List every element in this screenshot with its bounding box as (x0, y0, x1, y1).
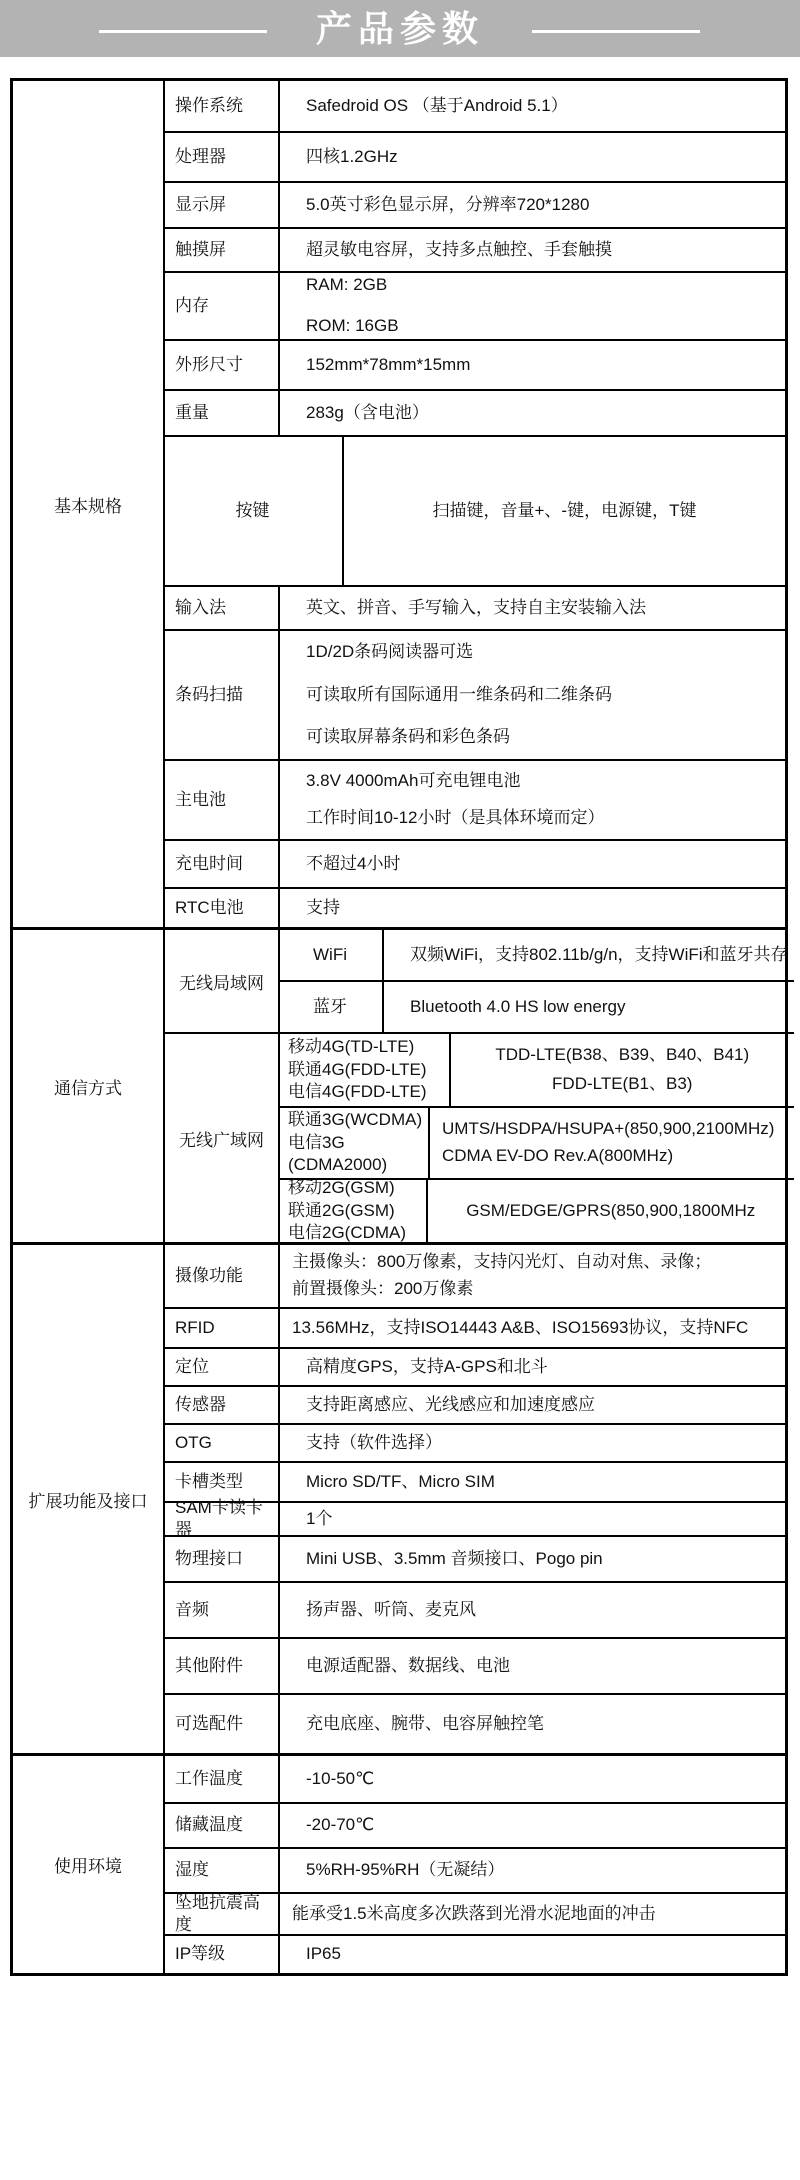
spec-subrow (280, 1178, 794, 1242)
spec-value-line: 能承受1.5米高度多次跌落到光滑水泥地面的冲击 (292, 1903, 656, 1923)
spec-value-line: 充电底座、腕带、电容屏触控笔 (306, 1713, 544, 1733)
spec-row (165, 1847, 785, 1892)
spec-label: 重量 (175, 402, 209, 422)
group-label: 无线广域网 (179, 1130, 264, 1150)
spec-value-line: 前置摄像头：200万像素 (292, 1279, 474, 1298)
spec-value-line: 电源适配器、数据线、电池 (306, 1655, 510, 1675)
spec-label: 外形尺寸 (175, 354, 243, 374)
spec-value (382, 930, 794, 980)
spec-row (165, 1892, 785, 1934)
spec-value (278, 183, 785, 227)
spec-subrow (280, 1034, 794, 1106)
spec-row (165, 181, 785, 227)
spec-value (278, 391, 785, 435)
spec-label: 摄像功能 (175, 1265, 243, 1285)
section-rows (163, 930, 794, 1242)
spec-value (278, 1849, 785, 1892)
spec-value (426, 1180, 794, 1242)
spec-value-line: ROM: 16GB (306, 316, 399, 335)
spec-sublabel-line: 移动2G(GSM) (288, 1178, 395, 1198)
spec-row (165, 585, 785, 629)
spec-value-line: 支持 (306, 897, 340, 917)
spec-value-line: CDMA EV-DO Rev.A(800MHz) (442, 1146, 674, 1165)
spec-label: 储藏温度 (175, 1815, 243, 1835)
spec-row (165, 1307, 785, 1347)
spec-label: 坠地抗震高度 (175, 1892, 260, 1934)
section-label: 通信方式 (54, 1078, 122, 1098)
section-label: 使用环境 (54, 1857, 122, 1876)
spec-value-line: 283g（含电池） (306, 402, 429, 422)
spec-value-line: 工作时间10-12小时（是具体环境而定） (306, 808, 605, 827)
spec-value (278, 1537, 785, 1581)
spec-value-line: UMTS/HSDPA/HSUPA+(850,900,2100MHz) (442, 1119, 775, 1139)
spec-subrow (280, 930, 794, 980)
spec-value (278, 1503, 785, 1535)
group-label: 无线局域网 (179, 973, 264, 993)
spec-label: OTG (175, 1432, 212, 1452)
spec-label: 主电池 (175, 789, 226, 809)
spec-value-line: -10-50℃ (306, 1768, 375, 1788)
spec-group-row (165, 930, 794, 1032)
spec-value (278, 1756, 785, 1802)
spec-label: 内存 (175, 295, 209, 315)
spec-row (165, 1347, 785, 1385)
spec-value-line: 5.0英寸彩色显示屏，分辨率720*1280 (306, 194, 590, 214)
spec-subrow (280, 1106, 794, 1178)
spec-row (165, 1693, 785, 1753)
spec-value-line: Safedroid OS （基于Android 5.1） (306, 95, 568, 115)
spec-sublabel-line: WiFi (313, 944, 347, 964)
spec-section (13, 81, 785, 927)
spec-value (278, 133, 785, 181)
spec-value (278, 587, 785, 629)
title-decoration-line-right (532, 30, 700, 33)
spec-sublabel-line: 电信3G (288, 1132, 345, 1152)
spec-value-line: 四核1.2GHz (306, 146, 398, 166)
spec-row (165, 81, 785, 131)
spec-sublabel-line: 联通4G(FDD-LTE) (288, 1059, 427, 1079)
spec-label: 显示屏 (175, 194, 226, 214)
spec-row (165, 759, 785, 839)
spec-row (165, 1497, 785, 1539)
spec-value (278, 841, 785, 887)
spec-section (13, 1753, 785, 1973)
spec-label: SAM卡读卡器 (175, 1497, 263, 1539)
spec-label: RTC电池 (175, 897, 244, 917)
spec-row (165, 1637, 785, 1693)
spec-group-row (165, 1032, 794, 1242)
spec-value (278, 1425, 785, 1461)
spec-label: 输入法 (175, 597, 226, 617)
spec-value (278, 1387, 785, 1423)
spec-label: RFID (175, 1317, 215, 1337)
spec-value-line: TDD-LTE(B38、B39、B40、B41) (495, 1045, 750, 1065)
spec-section (13, 1242, 785, 1753)
spec-row (165, 839, 785, 887)
spec-value-line: Micro SD/TF、Micro SIM (306, 1471, 495, 1491)
spec-value (278, 1309, 785, 1347)
spec-label: 其他附件 (175, 1655, 243, 1675)
page-banner (0, 0, 800, 57)
section-label: 基本规格 (54, 496, 122, 516)
spec-value (449, 1034, 794, 1106)
spec-section (13, 927, 788, 1243)
spec-label: 湿度 (175, 1860, 209, 1880)
spec-value-line: IP65 (306, 1944, 341, 1964)
spec-sublabel-line: 电信2G(CDMA) (288, 1223, 407, 1243)
spec-value (342, 437, 785, 585)
section-rows (163, 1245, 785, 1753)
spec-value-line: 主摄像头：800万像素，支持闪光灯、自动对焦、录像； (292, 1252, 712, 1272)
spec-value (278, 631, 785, 759)
spec-value (278, 1463, 785, 1501)
spec-value-line: 1个 (306, 1508, 333, 1528)
spec-label: 触摸屏 (175, 239, 226, 259)
spec-value-line: 扬声器、听筒、麦克风 (306, 1599, 476, 1619)
spec-value-line: 1D/2D条码阅读器可选 (306, 642, 474, 662)
section-rows (163, 81, 785, 927)
spec-label: 充电时间 (175, 853, 243, 873)
group-subrows (278, 1034, 794, 1242)
spec-value-line: 支持距离感应、光线感应和加速度感应 (306, 1394, 595, 1414)
spec-label: IP等级 (175, 1944, 226, 1964)
spec-value-line: 超灵敏电容屏，支持多点触控、手套触摸 (306, 239, 612, 259)
spec-value-line: 5%RH-95%RH（无凝结） (306, 1860, 505, 1880)
spec-value (278, 889, 785, 927)
spec-value-line: 13.56MHz，支持ISO14443 A&B、ISO15693协议，支持NFC (292, 1317, 749, 1337)
spec-value-line: 152mm*78mm*15mm (306, 354, 471, 374)
spec-row (165, 1934, 785, 1973)
spec-value-line: 可读取所有国际通用一维条码和二维条码 (306, 684, 612, 704)
spec-row (165, 887, 785, 927)
spec-sublabel-line: 电信4G(FDD-LTE) (288, 1082, 427, 1102)
spec-row (165, 131, 785, 181)
spec-value (428, 1108, 794, 1178)
spec-row (165, 629, 785, 759)
spec-row (165, 1461, 785, 1501)
spec-sublabel-line: (CDMA2000) (288, 1155, 388, 1175)
spec-value-line: GSM/EDGE/GPRS(850,900,1800MHz (466, 1200, 756, 1220)
spec-value-line: 支持（软件选择） (306, 1432, 442, 1452)
spec-row (165, 339, 785, 389)
spec-row (165, 227, 785, 271)
spec-sublabel-line: 联通3G(WCDMA) (288, 1110, 423, 1130)
spec-value-line: Mini USB、3.5mm 音频接口、Pogo pin (306, 1548, 603, 1568)
spec-sublabel-line: 联通2G(GSM) (288, 1200, 395, 1220)
spec-label: 卡槽类型 (175, 1471, 243, 1491)
spec-value-line: 高精度GPS，支持A-GPS和北斗 (306, 1356, 548, 1376)
spec-label: 可选配件 (175, 1713, 243, 1733)
spec-row (165, 1245, 785, 1307)
spec-row (165, 1385, 785, 1423)
spec-row (165, 435, 785, 585)
spec-sublabel-line: 移动4G(TD-LTE) (288, 1037, 415, 1057)
spec-value (278, 1245, 785, 1307)
spec-value (278, 1349, 785, 1385)
spec-row (165, 1802, 785, 1847)
spec-label: 定位 (175, 1356, 209, 1376)
spec-label: 音频 (175, 1599, 209, 1619)
spec-value (278, 1695, 785, 1753)
section-label: 扩展功能及接口 (28, 1491, 148, 1511)
spec-label: 条码扫描 (175, 684, 243, 704)
spec-row (165, 1756, 785, 1802)
spec-label: 按键 (235, 500, 270, 520)
spec-value-line: RAM: 2GB (306, 275, 388, 295)
spec-label: 物理接口 (175, 1548, 243, 1568)
spec-value (382, 982, 794, 1032)
spec-row (165, 1423, 785, 1461)
spec-value (278, 1583, 785, 1637)
page-title: 产品参数 (315, 7, 484, 49)
spec-row (165, 1535, 785, 1581)
spec-value (278, 273, 785, 339)
spec-row (165, 271, 785, 339)
spec-table (10, 78, 788, 1976)
spec-label: 操作系统 (175, 95, 243, 115)
title-decoration-line-left (99, 30, 267, 33)
spec-sublabel-line: 蓝牙 (313, 996, 347, 1016)
spec-value (278, 761, 785, 839)
spec-sublabel (280, 1034, 449, 1106)
spec-row (165, 1581, 785, 1637)
spec-value-line: -20-70℃ (306, 1815, 375, 1835)
spec-label: 处理器 (175, 146, 226, 166)
spec-sublabel (280, 1108, 428, 1178)
spec-value-line: FDD-LTE(B1、B3) (552, 1074, 693, 1093)
spec-value (278, 81, 785, 131)
spec-value-line: 3.8V 4000mAh可充电锂电池 (306, 771, 521, 791)
spec-value (278, 1894, 785, 1934)
spec-sublabel (280, 1180, 426, 1242)
section-rows (163, 1756, 785, 1973)
spec-label: 传感器 (175, 1394, 226, 1414)
spec-value (278, 341, 785, 389)
spec-value-line: Bluetooth 4.0 HS low energy (410, 996, 626, 1016)
spec-sublabel (280, 982, 382, 1032)
spec-value-line: 可读取屏幕条码和彩色条码 (306, 727, 510, 747)
spec-value (278, 229, 785, 271)
spec-subrow (280, 980, 794, 1032)
spec-value (278, 1936, 785, 1973)
spec-value (278, 1804, 785, 1847)
spec-sublabel (280, 930, 382, 980)
spec-value-line: 双频WiFi，支持802.11b/g/n，支持WiFi和蓝牙共存 (410, 944, 788, 964)
spec-label: 工作温度 (175, 1768, 243, 1788)
spec-value-line: 扫描键，音量+、-键，电源键，T键 (432, 500, 697, 520)
spec-value-line: 不超过4小时 (306, 853, 401, 873)
group-subrows (278, 930, 794, 1032)
spec-row (165, 389, 785, 435)
spec-value (278, 1639, 785, 1693)
spec-value-line: 英文、拼音、手写输入，支持自主安装输入法 (306, 597, 646, 617)
